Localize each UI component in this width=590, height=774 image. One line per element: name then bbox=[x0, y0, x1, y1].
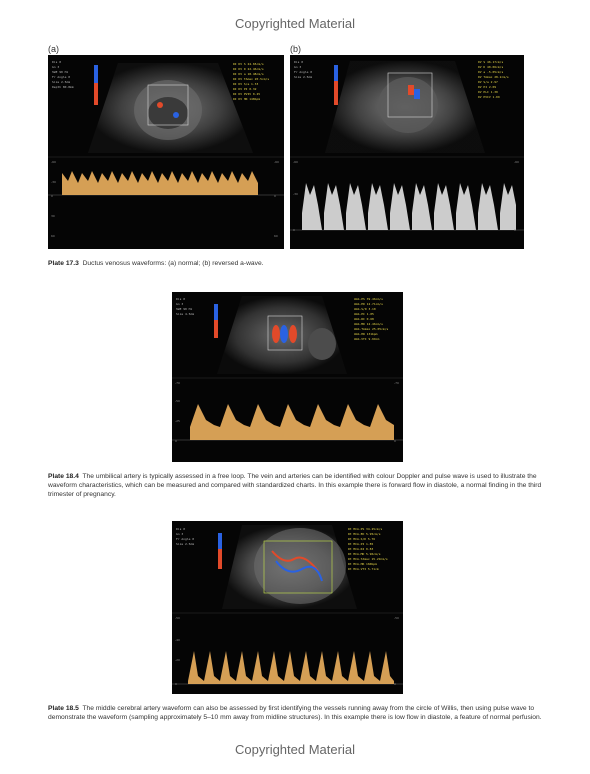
svg-text:0: 0 bbox=[51, 194, 53, 198]
ultrasound-image-ductus-venosus-reversed bbox=[290, 55, 524, 249]
svg-text:Gn 3: Gn 3 bbox=[294, 65, 302, 69]
svg-text:Rt MCA-PI 1.85: Rt MCA-PI 1.85 bbox=[348, 542, 374, 546]
svg-text:Rt MCA-MD 5.96cm/s: Rt MCA-MD 5.96cm/s bbox=[348, 552, 381, 556]
svg-text:Gn 3: Gn 3 bbox=[176, 302, 184, 306]
svg-text:0: 0 bbox=[293, 228, 295, 232]
svg-text:0: 0 bbox=[514, 228, 516, 232]
svg-text:Gn 3: Gn 3 bbox=[176, 532, 184, 536]
svg-text:0: 0 bbox=[394, 682, 396, 686]
svg-text:Dis 0: Dis 0 bbox=[294, 60, 304, 64]
svg-text:DV TAmax 28.2cm/s: DV TAmax 28.2cm/s bbox=[478, 75, 509, 79]
plate-number-18-5: Plate 18.5 bbox=[48, 705, 79, 712]
svg-text:DV PVIV 1.09: DV PVIV 1.09 bbox=[478, 95, 500, 99]
svg-text:Fr Angle 0: Fr Angle 0 bbox=[52, 75, 71, 79]
svg-text:-50: -50 bbox=[394, 616, 399, 620]
svg-text:-60: -60 bbox=[293, 160, 298, 164]
svg-text:Umb-TAmax 25.05cm/s: Umb-TAmax 25.05cm/s bbox=[354, 327, 389, 331]
svg-text:0: 0 bbox=[274, 194, 276, 198]
svg-text:DV D 40.06cm/s: DV D 40.06cm/s bbox=[478, 65, 504, 69]
plate-number-18-4: Plate 18.4 bbox=[48, 473, 79, 480]
svg-text:Rt MCA-S/D 5.76: Rt MCA-S/D 5.76 bbox=[348, 537, 376, 541]
svg-text:-30: -30 bbox=[51, 180, 56, 184]
svg-text:60: 60 bbox=[51, 234, 55, 238]
svg-text:RI DV a 18.48cm/s: RI DV a 18.48cm/s bbox=[233, 72, 264, 76]
svg-text:-50: -50 bbox=[175, 399, 180, 403]
svg-text:Dis 0: Dis 0 bbox=[176, 297, 186, 301]
plate-number-17-3: Plate 17.3 bbox=[48, 260, 79, 267]
svg-text:DV PLI 1.30: DV PLI 1.30 bbox=[478, 90, 498, 94]
doppler-scan-umbilical-graphic bbox=[172, 292, 403, 462]
copyright-watermark-bottom: Copyrighted Material bbox=[235, 742, 355, 757]
svg-text:DV S/a 2.97: DV S/a 2.97 bbox=[478, 80, 498, 84]
caption-plate-17-3 bbox=[48, 259, 548, 268]
copyright-watermark-top: Copyrighted Material bbox=[235, 16, 355, 31]
svg-text:RI DV TAmax 20.5cm/s: RI DV TAmax 20.5cm/s bbox=[233, 77, 270, 81]
caption-text-17-3: Ductus venosus waveforms: (a) normal; (b) reversed a-wave. bbox=[82, 260, 264, 267]
svg-text:Gn 3: Gn 3 bbox=[52, 65, 60, 69]
svg-text:Size 4.5mm: Size 4.5mm bbox=[176, 312, 195, 316]
svg-text:Size 2.5mm: Size 2.5mm bbox=[176, 542, 195, 546]
svg-text:RI DV S/a 1.33: RI DV S/a 1.33 bbox=[233, 82, 259, 86]
svg-text:RI DV D 22.46cm/s: RI DV D 22.46cm/s bbox=[233, 67, 264, 71]
svg-text:Size 2.5mm: Size 2.5mm bbox=[294, 75, 313, 79]
svg-text:DV S 46.17cm/s: DV S 46.17cm/s bbox=[478, 60, 504, 64]
svg-text:SWE 90 Hz: SWE 90 Hz bbox=[176, 307, 193, 311]
svg-text:Umb-PS 39.46cm/s: Umb-PS 39.46cm/s bbox=[354, 297, 383, 301]
svg-text:Fr Angle 0: Fr Angle 0 bbox=[176, 537, 195, 541]
svg-text:RI DV PI 0.32: RI DV PI 0.32 bbox=[233, 87, 257, 91]
doppler-scan-normal-graphic bbox=[48, 55, 284, 249]
svg-text:RI DV HR 148bpm: RI DV HR 148bpm bbox=[233, 97, 261, 101]
svg-text:Dis 0: Dis 0 bbox=[176, 527, 186, 531]
svg-text:RI DV S 24.65cm/s: RI DV S 24.65cm/s bbox=[233, 62, 264, 66]
svg-text:-30: -30 bbox=[293, 192, 298, 196]
panel-label-a: (a) bbox=[48, 44, 59, 54]
svg-text:Umb-PI 1.05: Umb-PI 1.05 bbox=[354, 312, 374, 316]
svg-text:Umb-S/D 3.10: Umb-S/D 3.10 bbox=[354, 307, 376, 311]
svg-text:Umb-HR 131bpm: Umb-HR 131bpm bbox=[354, 332, 378, 336]
svg-text:Umb-MD 12.46cm/s: Umb-MD 12.46cm/s bbox=[354, 322, 383, 326]
svg-text:Dis 0: Dis 0 bbox=[52, 60, 62, 64]
svg-text:Rt MCA-TAmax 15.29cm/s: Rt MCA-TAmax 15.29cm/s bbox=[348, 557, 388, 561]
svg-text:-50: -50 bbox=[175, 616, 180, 620]
svg-text:Fr Angle 0: Fr Angle 0 bbox=[294, 70, 313, 74]
svg-text:Depth 80.8mm: Depth 80.8mm bbox=[52, 85, 74, 89]
svg-text:-70: -70 bbox=[175, 381, 180, 385]
ultrasound-image-umbilical-artery bbox=[172, 292, 403, 462]
svg-text:60: 60 bbox=[274, 234, 278, 238]
svg-text:-70: -70 bbox=[394, 381, 399, 385]
panel-label-b: (b) bbox=[290, 44, 301, 54]
caption-plate-18-5 bbox=[48, 704, 548, 722]
svg-text:Size 2.5mm: Size 2.5mm bbox=[52, 80, 71, 84]
svg-text:-20: -20 bbox=[175, 658, 180, 662]
svg-text:Rt MCA-PS 34.25cm/s: Rt MCA-PS 34.25cm/s bbox=[348, 527, 383, 531]
svg-text:SWE 90 Hz: SWE 90 Hz bbox=[52, 70, 69, 74]
svg-text:Umb-RI 0.68: Umb-RI 0.68 bbox=[354, 317, 374, 321]
svg-text:DV PI 2.09: DV PI 2.09 bbox=[478, 85, 497, 89]
svg-text:-25: -25 bbox=[175, 419, 180, 423]
svg-text:Rt MCA-RI 0.83: Rt MCA-RI 0.83 bbox=[348, 547, 374, 551]
doppler-scan-reversed-graphic bbox=[290, 55, 524, 249]
svg-text:-60: -60 bbox=[274, 160, 279, 164]
caption-text-18-5: The middle cerebral artery waveform can also be assessed by first identifying the vessels running away from the circle of Willis, then using pulse wave to demonstrate the waveform (sampling approximately 5–10 mm away from midline structures). In this example there is low flow in diastole, a feature of normal perfusion. bbox=[48, 705, 542, 721]
ultrasound-image-ductus-venosus-normal bbox=[48, 55, 284, 249]
svg-text:0: 0 bbox=[394, 439, 396, 443]
svg-text:Umb-VTI 9.99cm: Umb-VTI 9.99cm bbox=[354, 337, 380, 341]
svg-text:0: 0 bbox=[175, 439, 177, 443]
svg-text:0: 0 bbox=[175, 682, 177, 686]
svg-text:Rt MCA-ED 5.95cm/s: Rt MCA-ED 5.95cm/s bbox=[348, 532, 381, 536]
caption-plate-18-4 bbox=[48, 472, 548, 499]
svg-text:Umb-ED 12.71cm/s: Umb-ED 12.71cm/s bbox=[354, 302, 383, 306]
svg-text:-60: -60 bbox=[51, 160, 56, 164]
svg-text:-40: -40 bbox=[175, 638, 180, 642]
svg-text:DV a -5.05cm/s: DV a -5.05cm/s bbox=[478, 70, 504, 74]
svg-text:30: 30 bbox=[51, 214, 55, 218]
svg-text:Rt MCA-VTI 5.71cm: Rt MCA-VTI 5.71cm bbox=[348, 567, 379, 571]
svg-text:Rt MCA-HR 160bpm: Rt MCA-HR 160bpm bbox=[348, 562, 377, 566]
ultrasound-image-middle-cerebral-artery bbox=[172, 521, 403, 694]
caption-text-18-4: The umbilical artery is typically assessed in a free loop. The vein and arteries can be identified with colour Doppler and pulse wave is used to illustrate the waveform characteristics, which can be measured and compared with standardized charts. In this example there is forward flow in diastole, a normal finding in the third trimester of pregnancy. bbox=[48, 473, 542, 498]
doppler-scan-mca-graphic bbox=[172, 521, 403, 694]
svg-text:-60: -60 bbox=[514, 160, 519, 164]
svg-text:RI DV PVIV 0.25: RI DV PVIV 0.25 bbox=[233, 92, 261, 96]
